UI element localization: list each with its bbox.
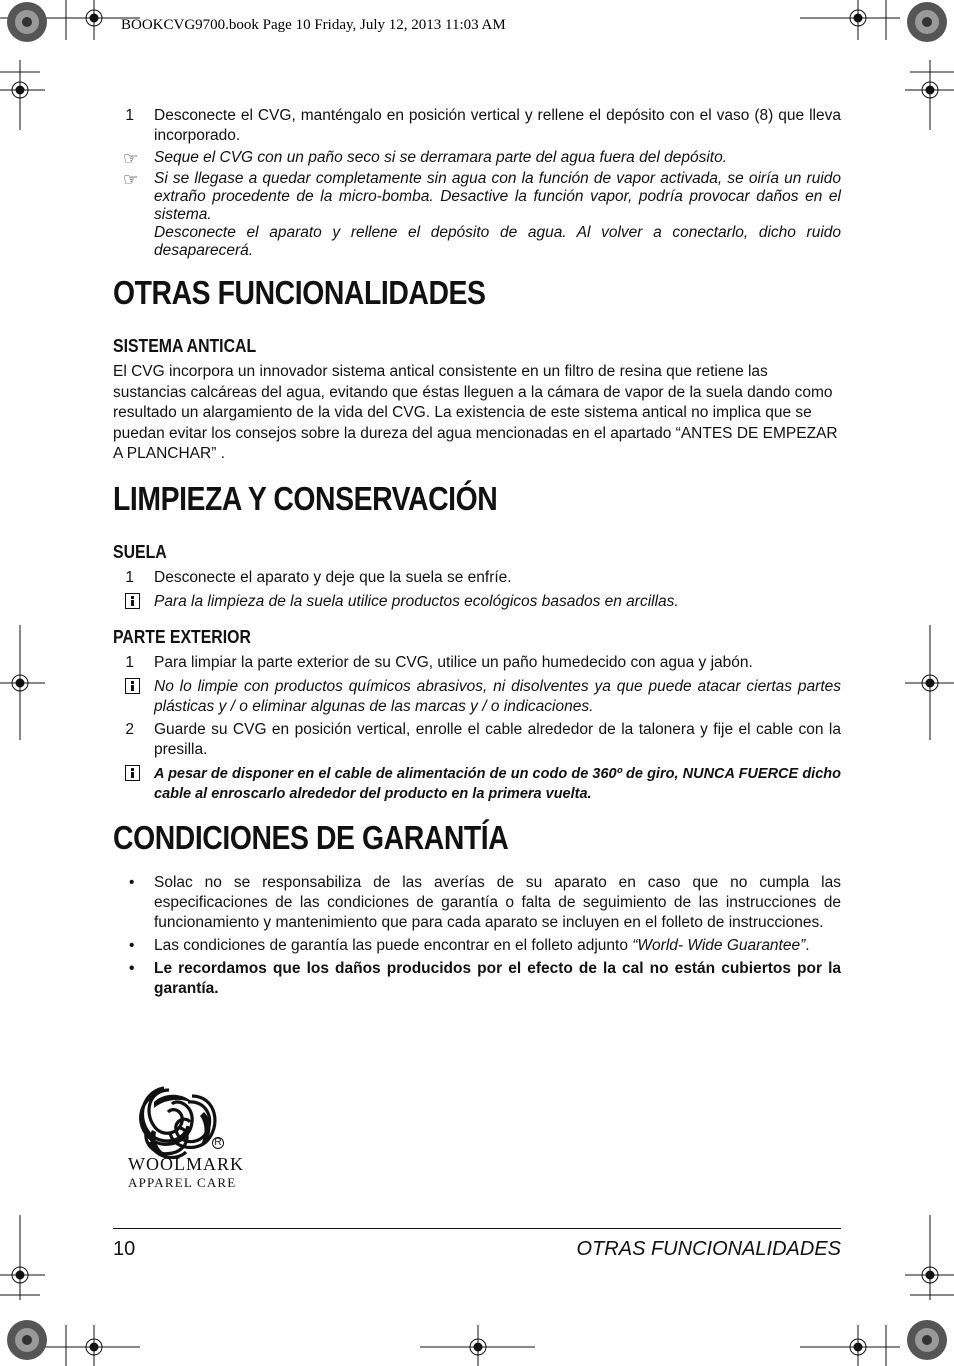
info-icon	[125, 678, 140, 694]
note-item	[113, 170, 841, 260]
step-item	[113, 568, 841, 588]
note-text: Seque el CVG con un paño seco si se derramara parte del agua fuera del depósito.	[154, 149, 728, 166]
step-number: 2	[125, 720, 134, 738]
book-file-info: BOOKCVG9700.book Page 10 Friday, July 12, 2013 11:03 AM	[121, 17, 506, 33]
woolmark-tagline: APPAREL CARE	[128, 1175, 237, 1190]
guarantee-name: “World- Wide Guarantee”	[632, 936, 806, 954]
page-content	[113, 106, 841, 999]
list-item-text: Solac no se responsabiliza de las averías de su aparato en caso que no cumpla las especificaciones de las condiciones de garantía o falta de seguimiento de las instrucciones de funcionamiento y mantenimiento que para cada aparato se incluyen en el folleto de instrucciones.	[154, 873, 841, 931]
list-item	[113, 873, 841, 933]
step-number: 1	[125, 653, 134, 671]
pointing-hand-icon: ☞	[123, 149, 139, 168]
pointing-hand-icon: ☞	[123, 170, 139, 189]
step-number: 1	[125, 568, 134, 586]
info-text: A pesar de disponer en el cable de alimentación de un codo de 360º de giro, NUNCA FUERCE dicho cable al enroscarlo alrededor del producto en la primera vuelta.	[154, 765, 841, 802]
step-number: 1	[125, 107, 134, 124]
footer-divider	[113, 1228, 841, 1229]
section-title-otras: OTRAS FUNCIONALIDADES	[113, 274, 486, 311]
section-title-garantia: CONDICIONES DE GARANTÍA	[113, 818, 509, 856]
registered-mark: R	[212, 1137, 224, 1149]
subsection-title-exterior: PARTE EXTERIOR	[113, 626, 251, 647]
subsection-title-antical: SISTEMA ANTICAL	[113, 336, 257, 356]
page-number: 10	[113, 1238, 136, 1260]
footer-section-name: OTRAS FUNCIONALIDADES	[576, 1238, 841, 1260]
note-item	[113, 149, 841, 167]
bullet-marker: •	[129, 936, 135, 954]
info-item	[113, 677, 841, 717]
info-item	[113, 592, 841, 612]
step-item	[113, 653, 841, 673]
section-title-limpieza: LIMPIEZA Y CONSERVACIÓN	[113, 479, 498, 517]
info-icon	[125, 593, 140, 609]
subsection-title-suela: SUELA	[113, 541, 167, 562]
star-target-tl	[7, 2, 47, 42]
bullet-marker: •	[129, 959, 135, 977]
info-text: No lo limpie con productos químicos abrasivos, ni disolventes ya que puede atacar ciertas partes plásticas y / o eliminar algunas de las marcas y / o indicaciones.	[154, 677, 841, 715]
step-text: Para limpiar la parte exterior de su CVG, utilice un paño humedecido con agua y jabón.	[154, 653, 753, 671]
antical-paragraph: El CVG incorpora un innovador sistema antical consistente en un filtro de resina que retiene las sustancias calcáreas del agua, evitando que éstas lleguen a la cámara de vapor de la suela dando como resultado un alargamiento de la vida del CVG. La existencia de este sistema antical no implica que se puedan evitar los consejos sobre la dureza del agua mencionadas en el apartado “ANTES DE EMPEZAR A PLANCHAR” .	[113, 363, 838, 462]
list-item	[113, 936, 841, 956]
star-target-br	[907, 1320, 947, 1360]
woolmark-wordmark: WOOLMARK	[128, 1154, 244, 1174]
bullet-marker: •	[129, 873, 135, 891]
note-text: Si se llegase a quedar completamente sin agua con la función de vapor activada, se oiría un ruido extraño procedente de la micro-bomba. Desactive la función vapor, podría provocar daños en el sistema.	[154, 170, 841, 223]
step-item	[113, 720, 841, 760]
note-text: Desconecte el aparato y rellene el depósito de agua. Al volver a conectarlo, dicho ruido desaparecerá.	[154, 224, 841, 259]
step-text: Guarde su CVG en posición vertical, enrolle el cable alrededor de la talonera y fije el cable con la presilla.	[154, 720, 841, 758]
star-target-bl	[7, 1320, 47, 1360]
list-item-text: Le recordamos que los daños producidos por el efecto de la cal no están cubiertos por la garantía.	[154, 959, 841, 997]
step-text: Desconecte el aparato y deje que la suela se enfríe.	[154, 568, 512, 586]
list-item	[113, 959, 841, 999]
info-text: Para la limpieza de la suela utilice productos ecológicos basados en arcillas.	[154, 592, 679, 610]
info-icon	[125, 765, 140, 781]
list-item-text: Las condiciones de garantía las puede encontrar en el folleto adjunto “World- Wide Guarantee”.	[154, 936, 810, 954]
info-item	[113, 764, 841, 804]
step-text: Desconecte el CVG, manténgalo en posición vertical y rellene el depósito con el vaso (8) que lleva incorporado.	[154, 107, 841, 144]
star-target-tr	[907, 2, 947, 42]
step-item	[113, 106, 841, 146]
